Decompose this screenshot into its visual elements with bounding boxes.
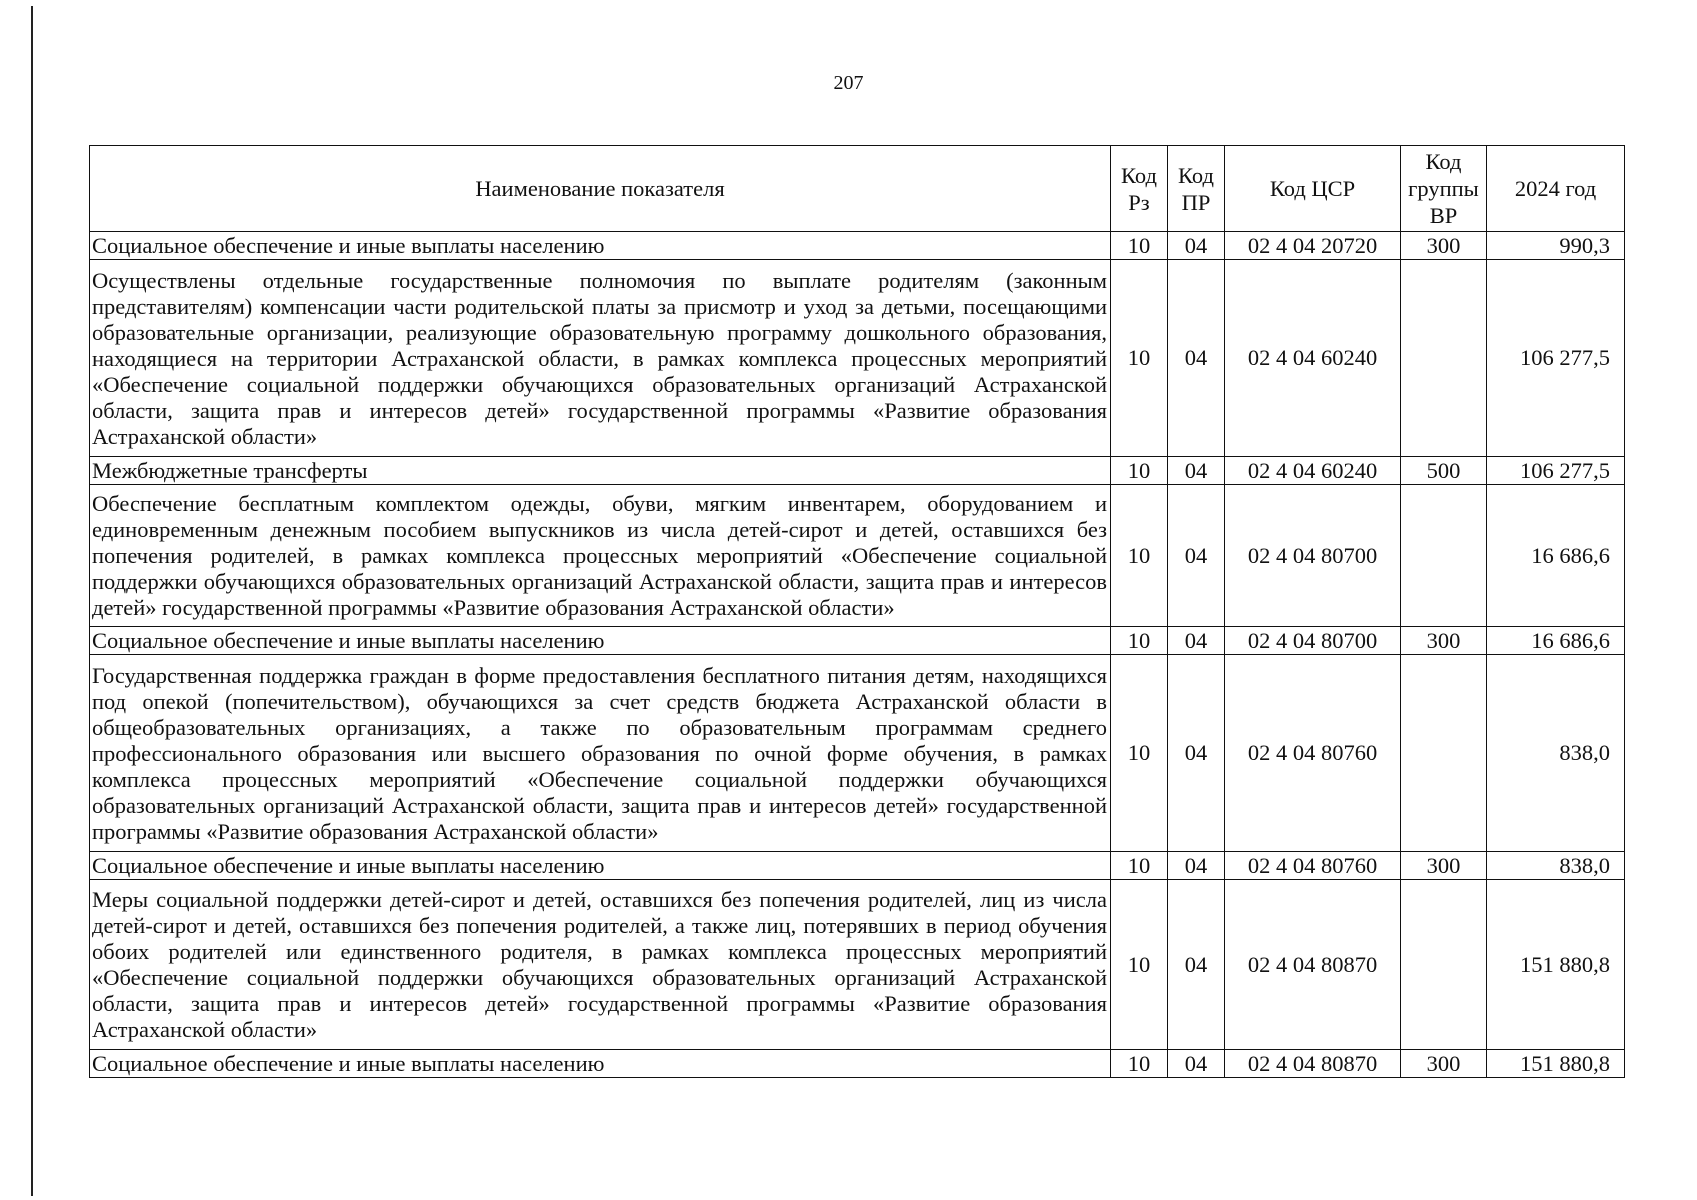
cell-csr: 02 4 04 20720 [1225, 232, 1401, 260]
cell-vr [1401, 485, 1487, 627]
cell-value: 151 880,8 [1487, 880, 1625, 1050]
cell-vr: 300 [1401, 852, 1487, 880]
cell-rz: 10 [1111, 232, 1168, 260]
cell-value: 151 880,8 [1487, 1050, 1625, 1078]
cell-rz: 10 [1111, 457, 1168, 485]
table-row [90, 655, 1625, 852]
cell-pr: 04 [1168, 232, 1225, 260]
header-code-pr: Код ПР [1168, 146, 1225, 232]
table-row [90, 260, 1625, 457]
cell-value: 16 686,6 [1487, 485, 1625, 627]
cell-vr: 300 [1401, 1050, 1487, 1078]
cell-vr [1401, 880, 1487, 1050]
header-code-vr: Код группы ВР [1401, 146, 1487, 232]
cell-pr: 04 [1168, 655, 1225, 852]
cell-pr: 04 [1168, 852, 1225, 880]
cell-vr [1401, 655, 1487, 852]
cell-rz: 10 [1111, 852, 1168, 880]
cell-value: 16 686,6 [1487, 627, 1625, 655]
cell-csr: 02 4 04 80700 [1225, 627, 1401, 655]
cell-name: Социальное обеспечение и иные выплаты населению [90, 1050, 1111, 1078]
cell-rz: 10 [1111, 627, 1168, 655]
table-row [90, 880, 1625, 1050]
cell-vr: 300 [1401, 627, 1487, 655]
table-row [90, 852, 1625, 880]
cell-csr: 02 4 04 80870 [1225, 880, 1401, 1050]
cell-rz: 10 [1111, 655, 1168, 852]
table-row [90, 1050, 1625, 1078]
header-name: Наименование показателя [90, 146, 1111, 232]
budget-table [89, 145, 1625, 1078]
table-header-row [90, 146, 1625, 232]
cell-value: 838,0 [1487, 852, 1625, 880]
table-row [90, 457, 1625, 485]
cell-value: 838,0 [1487, 655, 1625, 852]
cell-value: 106 277,5 [1487, 260, 1625, 457]
cell-name: Государственная поддержка граждан в форме предоставления бесплатного питания детям, находящихся под опекой (попечительством), обучающихся за счет средств бюджета Астраханской области в общеобразовательных организациях, а также по образовательным программам среднего профессионального образования или высшего образования по очной форме обучения, в рамках комплекса процессных мероприятий «Обеспечение социальной поддержки обучающихся образовательных организаций Астраханской области, защита прав и интересов детей» государственной программы «Развитие образования Астраханской области» [90, 655, 1111, 852]
cell-csr: 02 4 04 60240 [1225, 457, 1401, 485]
cell-name: Обеспечение бесплатным комплектом одежды, обуви, мягким инвентарем, оборудованием и единовременным денежным пособием выпускников из числа детей-сирот и детей, оставшихся без попечения родителей, в рамках комплекса процессных мероприятий «Обеспечение социальной поддержки обучающихся образовательных организаций Астраханской области, защита прав и интересов детей» государственной программы «Развитие образования Астраханской области» [90, 485, 1111, 627]
cell-csr: 02 4 04 80760 [1225, 655, 1401, 852]
cell-vr [1401, 260, 1487, 457]
cell-pr: 04 [1168, 485, 1225, 627]
cell-pr: 04 [1168, 260, 1225, 457]
cell-csr: 02 4 04 80760 [1225, 852, 1401, 880]
cell-vr: 500 [1401, 457, 1487, 485]
cell-pr: 04 [1168, 627, 1225, 655]
header-code-rz: Код Рз [1111, 146, 1168, 232]
cell-name: Социальное обеспечение и иные выплаты населению [90, 627, 1111, 655]
header-year: 2024 год [1487, 146, 1625, 232]
cell-rz: 10 [1111, 260, 1168, 457]
cell-value: 106 277,5 [1487, 457, 1625, 485]
cell-name: Меры социальной поддержки детей-сирот и детей, оставшихся без попечения родителей, лиц из числа детей-сирот и детей, оставшихся без попечения родителей, а также лиц, потерявших в период обучения обоих родителей или единственного родителя, в рамках комплекса процессных мероприятий «Обеспечение социальной поддержки обучающихся образовательных организаций Астраханской области, защита прав и интересов детей» государственной программы «Развитие образования Астраханской области» [90, 880, 1111, 1050]
cell-rz: 10 [1111, 1050, 1168, 1078]
table-row [90, 485, 1625, 627]
cell-csr: 02 4 04 80700 [1225, 485, 1401, 627]
cell-pr: 04 [1168, 1050, 1225, 1078]
cell-name: Социальное обеспечение и иные выплаты населению [90, 232, 1111, 260]
table-row [90, 627, 1625, 655]
cell-name: Социальное обеспечение и иные выплаты населению [90, 852, 1111, 880]
binding-margin-line [31, 6, 33, 1196]
cell-csr: 02 4 04 80870 [1225, 1050, 1401, 1078]
cell-vr: 300 [1401, 232, 1487, 260]
cell-rz: 10 [1111, 880, 1168, 1050]
cell-rz: 10 [1111, 485, 1168, 627]
cell-name: Осуществлены отдельные государственные полномочия по выплате родителям (законным представителям) компенсации части родительской платы за присмотр и уход за детьми, посещающими образовательные организации, реализующие образовательную программу дошкольного образования, находящиеся на территории Астраханской области, в рамках комплекса процессных мероприятий «Обеспечение социальной поддержки обучающихся образовательных организаций Астраханской области, защита прав и интересов детей» государственной программы «Развитие образования Астраханской области» [90, 260, 1111, 457]
table-row [90, 232, 1625, 260]
cell-csr: 02 4 04 60240 [1225, 260, 1401, 457]
header-code-csr: Код ЦСР [1225, 146, 1401, 232]
page-number: 207 [833, 72, 864, 94]
cell-value: 990,3 [1487, 232, 1625, 260]
cell-name: Межбюджетные трансферты [90, 457, 1111, 485]
cell-pr: 04 [1168, 457, 1225, 485]
cell-pr: 04 [1168, 880, 1225, 1050]
